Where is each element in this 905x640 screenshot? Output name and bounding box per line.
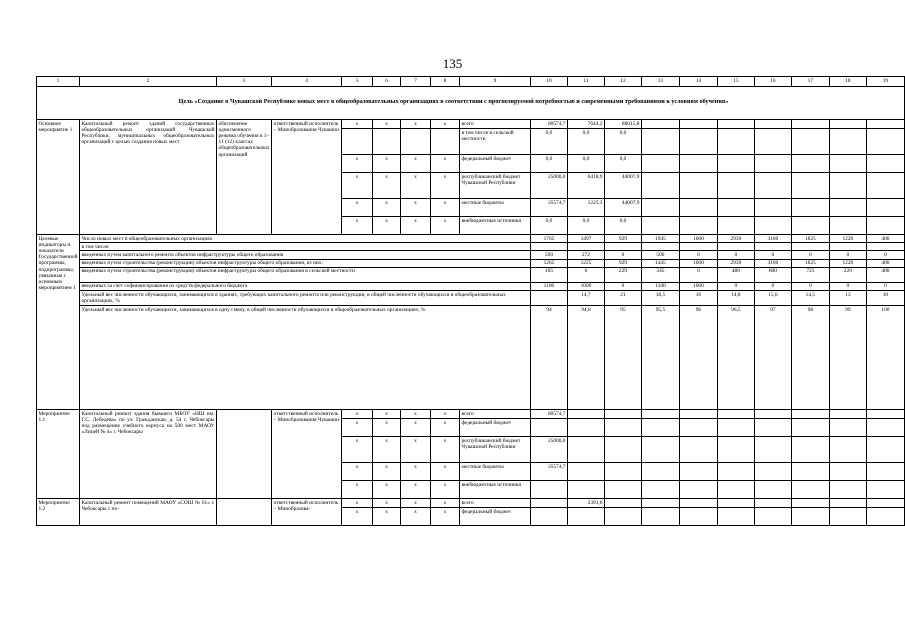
indicator-value: 165 — [530, 267, 567, 282]
event-1-1-row — [37, 410, 905, 419]
indicator-value: 1220 — [829, 235, 866, 243]
code-cell: х — [401, 463, 431, 481]
value-cell: 2391,6 — [567, 499, 604, 508]
code-cell: х — [431, 155, 460, 173]
indicator-text: Удельный вес численности обучающихся, занимающихся в зданиях, требующих капитального ремонта или реконструкции, в общей численности обучающихся в общеобразовательных организациях, % — [79, 291, 530, 306]
indicator-text: Число новых мест в общеобразовательных организациях — [79, 235, 530, 243]
value-cell — [530, 419, 567, 437]
indicator-value: 480 — [717, 267, 754, 282]
indicator-text: Удельный вес численности обучающихся, занимающихся в одну смену, в общей численности обучающихся в общеобразовательных организациях, % — [79, 306, 530, 410]
column-number: 4 — [272, 77, 342, 87]
indicator-value: 500 — [530, 251, 567, 259]
indicator-value: 345 — [641, 267, 679, 282]
value-cell: 0,0 — [530, 155, 567, 173]
indicator-value: 1600 — [679, 259, 717, 267]
funding-source: внебюджетные источники — [460, 217, 531, 235]
indicator-value: 1497 — [567, 235, 604, 243]
code-cell: х — [342, 508, 373, 526]
value-cell: 1225,3 — [567, 199, 604, 217]
code-cell: х — [342, 173, 373, 199]
value-cell: 0,0 — [530, 129, 567, 155]
code-cell: х — [373, 437, 401, 463]
column-number: 19 — [866, 77, 904, 87]
column-number: 14 — [679, 77, 717, 87]
value-cell: 44007,9 — [604, 173, 641, 199]
indicator-value: 1100 — [641, 282, 679, 290]
indicator-row — [37, 267, 905, 282]
funding-source: республиканский бюджет Чувашской Республики — [460, 173, 531, 199]
code-cell: х — [342, 419, 373, 437]
value-cell: 0,0 — [567, 155, 604, 173]
code-cell: х — [401, 481, 431, 499]
indicator-value: 0 — [679, 251, 717, 259]
column-number: 16 — [754, 77, 791, 87]
indicator-value: 0 — [604, 251, 641, 259]
indicator-value: 99 — [829, 306, 866, 410]
funding-source: федеральный бюджет — [460, 419, 531, 437]
value-cell: 0,0 — [567, 129, 604, 155]
indicator-value: 1220 — [829, 259, 866, 267]
code-cell: х — [342, 155, 373, 173]
code-cell: х — [401, 120, 431, 129]
indicator-value: 14,5 — [791, 291, 829, 306]
code-cell: х — [431, 437, 460, 463]
indicator-value: 400 — [866, 235, 904, 243]
indicator-value: 0 — [866, 282, 904, 290]
main-event-row — [37, 120, 905, 129]
funding-source: всего — [460, 120, 531, 129]
funding-source: федеральный бюджет — [460, 508, 531, 526]
column-number: 9 — [460, 77, 531, 87]
indicator-value: 95 — [604, 306, 641, 410]
indicator-value: 96 — [679, 306, 717, 410]
indicator-value: 1945 — [641, 235, 679, 243]
code-cell: х — [401, 173, 431, 199]
column-number: 6 — [373, 77, 401, 87]
value-cell — [530, 481, 567, 499]
code-cell: х — [373, 120, 401, 129]
value-cell: 60574,7 — [530, 410, 567, 419]
code-cell: х — [373, 419, 401, 437]
code-cell: х — [342, 463, 373, 481]
code-cell: х — [373, 499, 401, 508]
indicator-value: 97 — [754, 306, 791, 410]
column-number: 18 — [829, 77, 866, 87]
code-cell: х — [431, 419, 460, 437]
value-cell: 35574,7 — [530, 463, 567, 481]
code-cell: х — [431, 173, 460, 199]
indicator-value: 400 — [866, 259, 904, 267]
code-cell: х — [431, 508, 460, 526]
code-cell: х — [401, 155, 431, 173]
indicator-value: 3100 — [754, 259, 791, 267]
indicator-value: 1600 — [679, 235, 717, 243]
value-cell: 25000,0 — [530, 173, 567, 199]
indicator-row — [37, 251, 905, 259]
funding-source: местные бюджеты — [460, 463, 531, 481]
indicator-value: 725 — [791, 267, 829, 282]
indicator-text: введенных за счет софинансирования из средств федерального бюджета — [79, 282, 530, 290]
code-cell: х — [401, 499, 431, 508]
code-cell: х — [431, 481, 460, 499]
indicator-text: в том числе: — [79, 243, 530, 251]
indicators-label: Целевые индикаторы и показатели Государственной программы, подпрограммы, увязанные с основным мероприятием 1 — [37, 235, 80, 410]
column-number: 2 — [79, 77, 216, 87]
indicator-text: введенных путем капитального ремонта объектов инфраструктуры общего образования — [79, 251, 530, 259]
event-1-2-row — [37, 499, 905, 508]
indicator-value: 1445 — [641, 259, 679, 267]
column-number: 1 — [37, 77, 80, 87]
indicator-value: 0 — [829, 282, 866, 290]
indicator-value: 16 — [679, 291, 717, 306]
indicator-value: 96,5 — [717, 306, 754, 410]
indicator-value: 94 — [530, 306, 567, 410]
code-cell: х — [431, 410, 460, 419]
indicator-value: 14,7 — [567, 291, 604, 306]
code-cell: х — [431, 199, 460, 217]
indicator-row — [37, 235, 905, 243]
funding-source: всего — [460, 499, 531, 508]
code-cell: х — [373, 481, 401, 499]
indicator-value: 229 — [604, 267, 641, 282]
code-cell: х — [342, 199, 373, 217]
column-number: 11 — [567, 77, 604, 87]
value-cell: 0,0 — [604, 155, 641, 173]
value-cell: 6418,9 — [567, 173, 604, 199]
indicator-value: 0 — [717, 282, 754, 290]
code-cell: х — [342, 437, 373, 463]
main-event-label: Основное мероприятие 1 — [37, 120, 80, 235]
indicator-row — [37, 259, 905, 267]
value-cell: 88015,8 — [604, 120, 641, 129]
funding-source: в том числе в сельской местности — [460, 129, 531, 155]
indicator-value: 14,8 — [717, 291, 754, 306]
indicator-value: 1600 — [679, 282, 717, 290]
indicator-row — [37, 291, 905, 306]
code-cell: х — [342, 481, 373, 499]
indicator-value: 0 — [754, 251, 791, 259]
column-number: 17 — [791, 77, 829, 87]
column-number: 15 — [717, 77, 754, 87]
column-number: 8 — [431, 77, 460, 87]
code-cell: х — [342, 499, 373, 508]
indicator-row — [37, 306, 905, 410]
indicator-value: 400 — [866, 267, 904, 282]
code-cell: х — [342, 410, 373, 419]
program-table — [36, 76, 905, 526]
indicator-value: 0 — [829, 251, 866, 259]
column-number: 5 — [342, 77, 373, 87]
indicator-value: 929 — [604, 235, 641, 243]
funding-source: федеральный бюджет — [460, 155, 531, 173]
indicator-value: 600 — [754, 267, 791, 282]
code-cell: х — [373, 199, 401, 217]
indicator-value: 1825 — [791, 235, 829, 243]
indicator-value: 1225 — [567, 259, 604, 267]
value-cell: 35574,7 — [530, 199, 567, 217]
event-1-1-name: Капитальный ремонт здания бывшего МБОУ «НШ им. Г.С. Лебедева» по ул. Гражданская, д. 54 г. Чебоксары под размещение учебного корпуса на 500 мест МАОУ «Лицей № 4» г. Чебоксары — [79, 410, 216, 499]
indicator-value: 1825 — [791, 259, 829, 267]
code-cell: х — [431, 499, 460, 508]
code-cell: х — [401, 199, 431, 217]
code-cell: х — [431, 217, 460, 235]
indicator-value: 95,5 — [641, 306, 679, 410]
event-1-2-label: Мероприятие 1.2 — [37, 499, 80, 526]
indicator-value — [530, 291, 567, 306]
indicator-value: 3100 — [754, 235, 791, 243]
goal-title-row — [37, 87, 905, 120]
indicator-value: 0 — [604, 282, 641, 290]
column-number: 3 — [216, 77, 271, 87]
funding-source: внебюджетные источники — [460, 481, 531, 499]
value-cell: 0,0 — [604, 217, 641, 235]
code-cell: х — [342, 120, 373, 129]
code-cell: х — [401, 410, 431, 419]
indicator-value: 500 — [641, 251, 679, 259]
code-cell: х — [373, 410, 401, 419]
indicator-value: 0 — [791, 282, 829, 290]
indicator-row — [37, 282, 905, 290]
indicator-value: 0 — [679, 267, 717, 282]
event-1-1-label: Мероприятие 1.1 — [37, 410, 80, 499]
indicator-value: 2930 — [717, 235, 754, 243]
code-cell: х — [373, 508, 401, 526]
code-cell: х — [401, 419, 431, 437]
value-cell: 0,0 — [604, 129, 641, 155]
indicator-value: 0 — [567, 267, 604, 282]
funding-source: местные бюджеты — [460, 199, 531, 217]
code-cell: х — [401, 217, 431, 235]
event-1-2-executor: ответственный исполнитель – Минобразова- — [272, 499, 342, 526]
indicator-value: 13 — [829, 291, 866, 306]
indicator-value: 10 — [866, 291, 904, 306]
indicator-value: 220 — [829, 267, 866, 282]
main-event-goal: обеспечение односменного режима обучения в 1–11 (12) классах общеобразовательных организаций — [216, 120, 271, 235]
column-number: 13 — [641, 77, 679, 87]
funding-source: республиканский бюджет Чувашской Республики — [460, 437, 531, 463]
column-number: 10 — [530, 77, 567, 87]
main-event-executor: ответственный исполнитель – Минобразования Чувашии — [272, 120, 342, 235]
code-cell: х — [373, 173, 401, 199]
indicator-value: 0 — [866, 251, 904, 259]
indicator-value: 1765 — [530, 235, 567, 243]
indicator-value: 0 — [754, 282, 791, 290]
code-cell: х — [373, 463, 401, 481]
indicator-text: введенных путем строительства (реконструкции) объектов инфраструктуры общего образования в сельской местности — [79, 267, 530, 282]
code-cell: х — [431, 120, 460, 129]
column-number: 7 — [401, 77, 431, 87]
page-number: 135 — [442, 56, 463, 71]
value-cell: 25000,0 — [530, 437, 567, 463]
indicator-value: 1100 — [530, 282, 567, 290]
indicator-text: введенных путем строительства (реконструкции) объектов инфраструктуры общего образования, из них: — [79, 259, 530, 267]
value-cell: 0,0 — [567, 217, 604, 235]
value-cell: 7644,2 — [567, 120, 604, 129]
indicator-value: 94,8 — [567, 306, 604, 410]
main-event-name: Капитальный ремонт зданий государственных общеобразовательных организаций Чувашской Республики, муниципальных общеобразовательных организаций с целью создания новых мест — [79, 120, 216, 235]
event-1-1-executor: ответственный исполнитель – Минобразования Чувашии — [272, 410, 342, 499]
code-cell: х — [373, 155, 401, 173]
indicator-value: 929 — [604, 259, 641, 267]
indicator-value: 15,6 — [754, 291, 791, 306]
column-number-row — [37, 77, 905, 87]
indicator-value: 98 — [791, 306, 829, 410]
code-cell: х — [401, 437, 431, 463]
indicator-value: 1265 — [530, 259, 567, 267]
value-cell: 44007,9 — [604, 199, 641, 217]
funding-source: всего — [460, 410, 531, 419]
indicator-value: 18,5 — [641, 291, 679, 306]
code-cell: х — [373, 217, 401, 235]
goal-title: Цель «Создание в Чувашской Республике новых мест в общеобразовательных организациях в соответствии с прогнозируемой потребностью и современными требованиями к условиям обучения» — [178, 98, 729, 105]
event-1-2-name: Капитальный ремонт помещений МАОУ «СОШ № 61» г. Чебоксары с по- — [79, 499, 216, 526]
column-number: 12 — [604, 77, 641, 87]
value-cell: 0,0 — [530, 217, 567, 235]
indicator-value: 100 — [866, 306, 904, 410]
code-cell: х — [401, 508, 431, 526]
indicator-value: 0 — [791, 251, 829, 259]
indicator-row — [37, 243, 905, 251]
indicator-value: 0 — [717, 251, 754, 259]
code-cell: х — [431, 463, 460, 481]
indicator-value: 21 — [604, 291, 641, 306]
value-cell: 60574,7 — [530, 120, 567, 129]
indicator-value: 1000 — [567, 282, 604, 290]
value-cell — [567, 508, 604, 526]
code-cell: х — [342, 217, 373, 235]
indicator-value: 272 — [567, 251, 604, 259]
indicator-value: 2930 — [717, 259, 754, 267]
